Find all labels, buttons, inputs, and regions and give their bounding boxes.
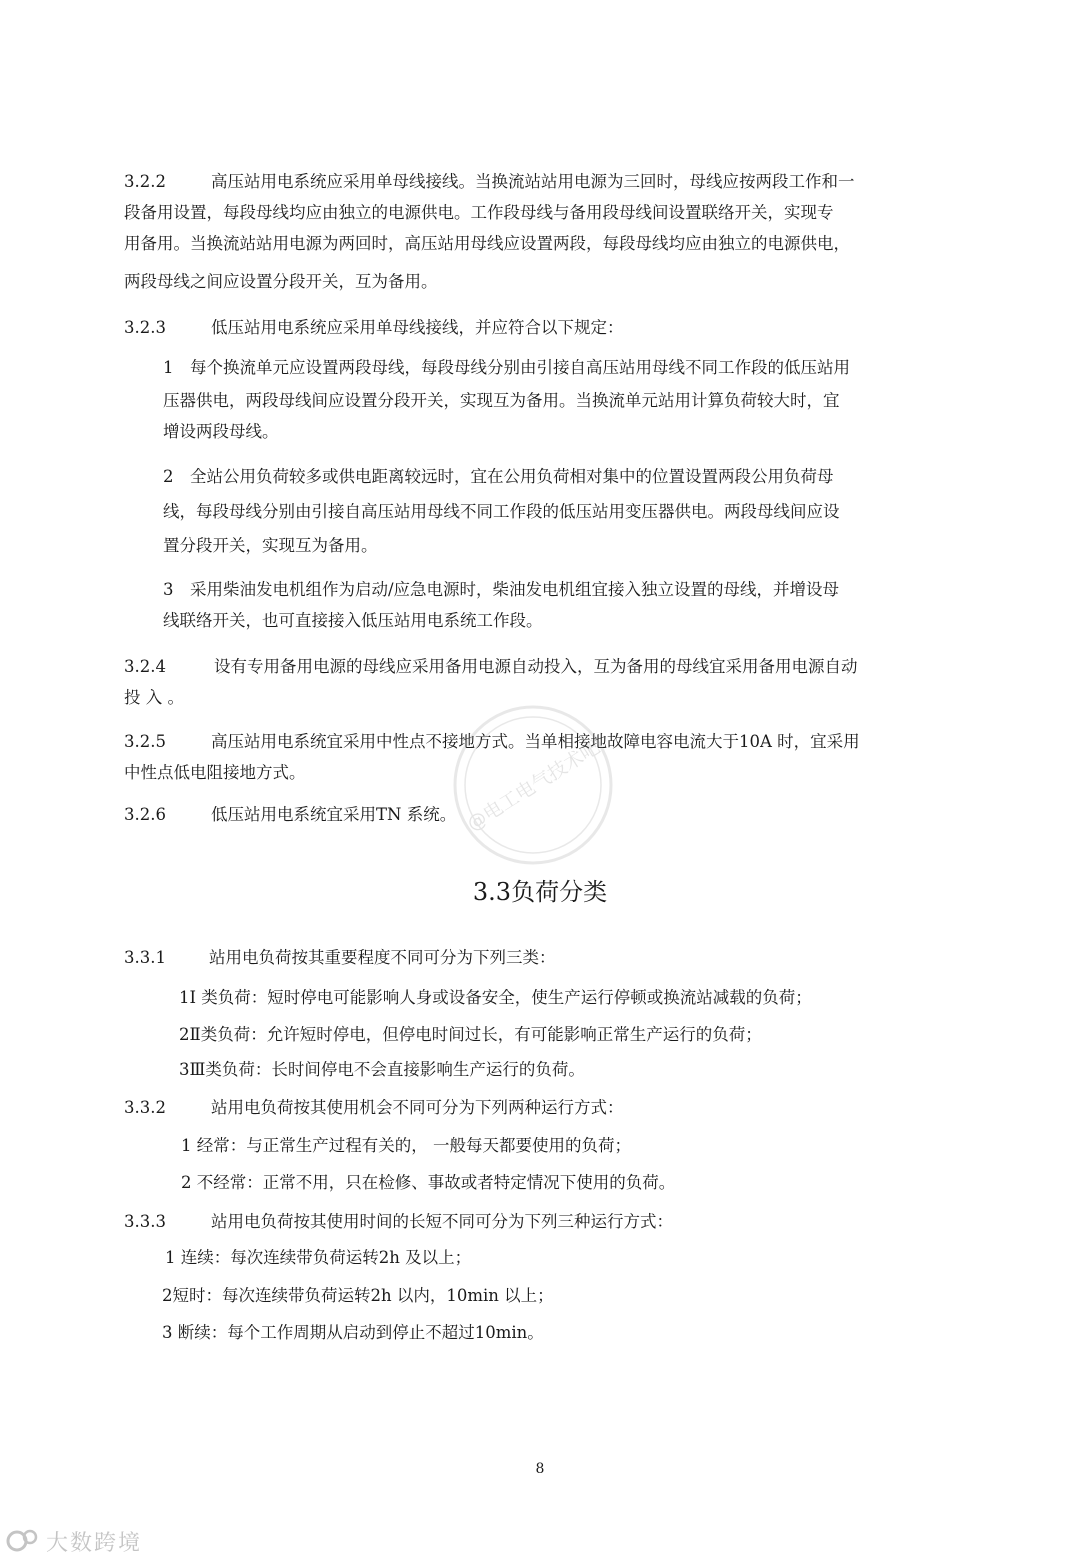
clause-number-3-2-5: 3.2.5 (124, 732, 166, 751)
clause-number-3-2-3: 3.2.3 (124, 318, 166, 337)
clause-number-3-2-4: 3.2.4 (124, 657, 166, 676)
clause-3-2-3-item1-line-2: 压器供电，两段母线间应设置分段开关，实现互为备用。当换流单元站用计算负荷较大时，宜 (163, 391, 840, 410)
clause-number-3-2-2: 3.2.2 (124, 172, 166, 191)
footer-brand-text: 大数跨境 (46, 1530, 143, 1556)
clause-3-3-2-intro: 站用电负荷按其使用机会不同可分为下列两种运行方式： (211, 1098, 624, 1117)
clause-number-3-3-3: 3.3.3 (124, 1212, 166, 1231)
clause-3-3-2-item-2: 2 不经常：正常不用，只在检修、事故或者特定情况下使用的负荷。 (181, 1173, 676, 1192)
watermark-stamp (448, 700, 618, 870)
clause-3-2-6-text: 低压站用电系统宜采用TN 系统。 (211, 805, 457, 824)
section-heading-3-3: 3.3负荷分类 (472, 878, 608, 906)
clause-number-3-2-6: 3.2.6 (124, 805, 166, 824)
clause-3-2-3-item2-line-3: 置分段开关，实现互为备用。 (163, 536, 378, 555)
clause-3-3-3-item-2: 2短时：每次连续带负荷运转2h 以内，10min 以上； (162, 1286, 554, 1305)
watermark-stamp-text: @电工电气技术吧 (463, 736, 604, 836)
clause-3-2-2-line-1: 高压站用电系统应采用单母线接线。当换流站站用电源为三回时，母线应按两段工作和一 (211, 172, 855, 191)
clause-3-2-3-item2-line-1: 2 全站公用负荷较多或供电距离较远时，宜在公用负荷相对集中的位置设置两段公用负荷母 (163, 467, 834, 486)
clause-3-3-3-item-3: 3 断续：每个工作周期从启动到停止不超过10min。 (162, 1323, 544, 1342)
clause-3-2-4-line-1: 设有专用备用电源的母线应采用备用电源自动投入，互为备用的母线宜采用备用电源自动 (214, 657, 858, 676)
clause-3-3-1-item-3: 3Ⅲ类负荷：长时间停电不会直接影响生产运行的负荷。 (179, 1060, 585, 1079)
brand-logo-icon (6, 1526, 40, 1556)
clause-3-2-3-item3-line-2: 线联络开关，也可直接接入低压站用电系统工作段。 (163, 611, 543, 630)
clause-3-2-3-item1-line-1: 1 每个换流单元应设置两段母线，每段母线分别由引接自高压站用母线不同工作段的低压站用 (163, 358, 850, 377)
clause-number-3-3-1: 3.3.1 (124, 948, 166, 967)
clause-3-3-3-intro: 站用电负荷按其使用时间的长短不同可分为下列三种运行方式： (211, 1212, 673, 1231)
clause-3-2-4-line-2: 投 入 。 (124, 688, 184, 707)
clause-3-2-2-line-3: 用备用。当换流站站用电源为两回时，高压站用母线应设置两段，每段母线均应由独立的电源供电， (124, 234, 850, 253)
clause-3-2-5-line-2: 中性点低电阻接地方式。 (124, 763, 306, 782)
clause-3-3-1-item-1: 1I 类负荷：短时停电可能影响人身或设备安全，使生产运行停顿或换流站减载的负荷； (179, 988, 812, 1007)
clause-3-2-3-intro: 低压站用电系统应采用单母线接线，并应符合以下规定： (211, 318, 624, 337)
clause-3-3-3-item-1: 1 连续：每次连续带负荷运转2h 及以上； (165, 1248, 472, 1267)
clause-3-2-5-line-1: 高压站用电系统宜采用中性点不接地方式。当单相接地故障电容电流大于10A 时，宜采用 (211, 732, 860, 751)
clause-3-3-1-intro: 站用电负荷按其重要程度不同可分为下列三类： (209, 948, 556, 967)
footer-brand (6, 1524, 142, 1558)
clause-3-3-1-item-2: 2Ⅱ类负荷：允许短时停电，但停电时间过长，有可能影响正常生产运行的负荷； (179, 1025, 762, 1044)
clause-3-3-2-item-1: 1 经常：与正常生产过程有关的， 一般每天都要使用的负荷； (181, 1136, 631, 1155)
clause-3-2-2-line-4: 两段母线之间应设置分段开关，互为备用。 (124, 272, 438, 291)
clause-3-2-3-item2-line-2: 线，每段母线分别由引接自高压站用母线不同工作段的低压站用变压器供电。两段母线间应设 (163, 502, 840, 521)
clause-3-2-3-item3-line-1: 3 采用柴油发电机组作为启动/应急电源时，柴油发电机组宜接入独立设置的母线，并增设母 (163, 580, 840, 599)
page-number: 8 (535, 1461, 545, 1477)
clause-3-2-2-line-2: 段备用设置，每段母线均应由独立的电源供电。工作段母线与备用段母线间设置联络开关，实现专 (124, 203, 834, 222)
clause-number-3-3-2: 3.3.2 (124, 1098, 166, 1117)
clause-3-2-3-item1-line-3: 增设两段母线。 (163, 422, 279, 441)
